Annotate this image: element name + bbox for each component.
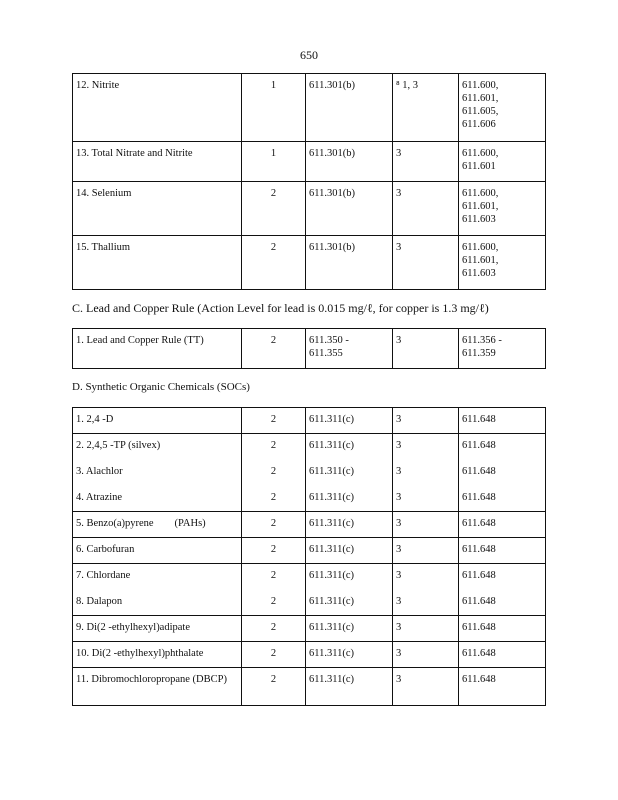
section-value: 611.648 <box>459 460 546 486</box>
table-row <box>73 668 546 706</box>
regulation-reference: 611.311(c) <box>306 460 393 486</box>
tier-value: 1 <box>242 142 306 182</box>
section-line: 611.359 <box>462 348 496 359</box>
code-value: 3 <box>393 460 459 486</box>
tier-value: 2 <box>242 329 306 369</box>
contaminant-name: 9. Di(2 -ethylhexyl)adipate <box>73 616 242 642</box>
table-row <box>73 236 546 290</box>
section-d-heading: D. Synthetic Organic Chemicals (SOCs) <box>72 381 250 393</box>
reference-line: 611.355 <box>309 348 343 359</box>
section-value: 611.648 <box>459 486 546 512</box>
section-line: 611.601, <box>462 93 499 104</box>
table-row <box>73 460 546 486</box>
contaminant-table-continued <box>72 73 546 290</box>
contaminant-name: 3. Alachlor <box>73 460 242 486</box>
soc-table <box>72 407 546 706</box>
code-value: 3 <box>393 642 459 668</box>
regulation-reference: 611.311(c) <box>306 590 393 616</box>
section-value: 611.648 <box>459 434 546 460</box>
tier-value: 2 <box>242 486 306 512</box>
section-value: 611.648 <box>459 538 546 564</box>
section-line: 611.603 <box>462 214 496 225</box>
tier-value: 2 <box>242 564 306 590</box>
section-line: 611.600, <box>462 242 499 253</box>
table-row <box>73 512 546 538</box>
section-list <box>459 329 546 369</box>
tier-value: 2 <box>242 538 306 564</box>
tier-value: 2 <box>242 642 306 668</box>
code-value: 3 <box>393 142 459 182</box>
code-value: 3 <box>393 182 459 236</box>
table-row <box>73 182 546 236</box>
contaminant-name: 15. Thallium <box>73 236 242 290</box>
code-value: 3 <box>393 408 459 434</box>
contaminant-name: 6. Carbofuran <box>73 538 242 564</box>
code-value: 3 <box>393 329 459 369</box>
regulation-reference: 611.311(c) <box>306 512 393 538</box>
section-value: 611.648 <box>459 512 546 538</box>
contaminant-name: 11. Dibromochloropropane (DBCP) <box>73 668 242 706</box>
section-list <box>459 182 546 236</box>
code-value: 3 <box>393 512 459 538</box>
regulation-reference: 611.311(c) <box>306 668 393 706</box>
code-value: 3 <box>393 616 459 642</box>
contaminant-name: 1. Lead and Copper Rule (TT) <box>73 329 242 369</box>
section-c-heading: C. Lead and Copper Rule (Action Level for lead is 0.015 mg/ℓ, for copper is 1.3 mg/ℓ) <box>72 301 489 315</box>
regulation-reference: 611.301(b) <box>306 182 393 236</box>
section-value: 611.648 <box>459 642 546 668</box>
tier-value: 2 <box>242 182 306 236</box>
section-line: 611.600, <box>462 188 499 199</box>
section-line: 611.601, <box>462 255 499 266</box>
contaminant-name: 7. Chlordane <box>73 564 242 590</box>
section-list <box>459 142 546 182</box>
contaminant-name: 14. Selenium <box>73 182 242 236</box>
tier-value: 2 <box>242 236 306 290</box>
section-line: 611.601 <box>462 161 496 172</box>
tier-value: 1 <box>242 74 306 142</box>
regulation-reference: 611.301(b) <box>306 74 393 142</box>
section-value: 611.648 <box>459 590 546 616</box>
section-list <box>459 74 546 142</box>
tier-value: 2 <box>242 408 306 434</box>
tier-value: 2 <box>242 668 306 706</box>
tier-value: 2 <box>242 590 306 616</box>
contaminant-name: 2. 2,4,5 -TP (silvex) <box>73 434 242 460</box>
table-row <box>73 434 546 460</box>
regulation-reference <box>306 329 393 369</box>
table-row <box>73 538 546 564</box>
contaminant-name: 8. Dalapon <box>73 590 242 616</box>
tier-value: 2 <box>242 616 306 642</box>
section-line: 611.605, <box>462 106 499 117</box>
regulation-reference: 611.311(c) <box>306 564 393 590</box>
contaminant-name: 4. Atrazine <box>73 486 242 512</box>
tier-value: 2 <box>242 512 306 538</box>
table-row <box>73 616 546 642</box>
section-list <box>459 236 546 290</box>
code-value: 3 <box>393 434 459 460</box>
regulation-reference: 611.301(b) <box>306 236 393 290</box>
table-row <box>73 74 546 142</box>
code-value: 3 <box>393 590 459 616</box>
section-line: 611.600, <box>462 148 499 159</box>
regulation-reference: 611.311(c) <box>306 408 393 434</box>
section-line: 611.600, <box>462 80 499 91</box>
regulation-reference: 611.311(c) <box>306 434 393 460</box>
table-row <box>73 564 546 590</box>
regulation-reference: 611.311(c) <box>306 616 393 642</box>
section-line: 611.356 - <box>462 335 502 346</box>
regulation-reference: 611.311(c) <box>306 642 393 668</box>
code-value: 3 <box>393 538 459 564</box>
section-value: 611.648 <box>459 564 546 590</box>
regulation-reference: 611.311(c) <box>306 486 393 512</box>
contaminant-name: 5. Benzo(a)pyrene (PAHs) <box>73 512 242 538</box>
regulation-reference: 611.311(c) <box>306 538 393 564</box>
contaminant-name: 1. 2,4 -D <box>73 408 242 434</box>
code-value: 3 <box>393 236 459 290</box>
tier-value: 2 <box>242 434 306 460</box>
tier-value: 2 <box>242 460 306 486</box>
regulation-reference: 611.301(b) <box>306 142 393 182</box>
lead-copper-table <box>72 328 546 369</box>
contaminant-name: 12. Nitrite <box>73 74 242 142</box>
table-row <box>73 642 546 668</box>
reference-line: 611.350 - <box>309 335 349 346</box>
code-value: 3 <box>393 668 459 706</box>
section-line: 611.601, <box>462 201 499 212</box>
code-value: ⁸ 1, 3 <box>393 74 459 142</box>
table-row <box>73 590 546 616</box>
contaminant-name: 13. Total Nitrate and Nitrite <box>73 142 242 182</box>
section-line: 611.606 <box>462 119 496 130</box>
contaminant-name: 10. Di(2 -ethylhexyl)phthalate <box>73 642 242 668</box>
table-row <box>73 486 546 512</box>
page-number: 650 <box>300 48 318 62</box>
section-value: 611.648 <box>459 668 546 706</box>
section-value: 611.648 <box>459 616 546 642</box>
code-value: 3 <box>393 564 459 590</box>
table-row <box>73 408 546 434</box>
table-row <box>73 142 546 182</box>
section-value: 611.648 <box>459 408 546 434</box>
code-value: 3 <box>393 486 459 512</box>
section-line: 611.603 <box>462 268 496 279</box>
table-row <box>73 329 546 369</box>
